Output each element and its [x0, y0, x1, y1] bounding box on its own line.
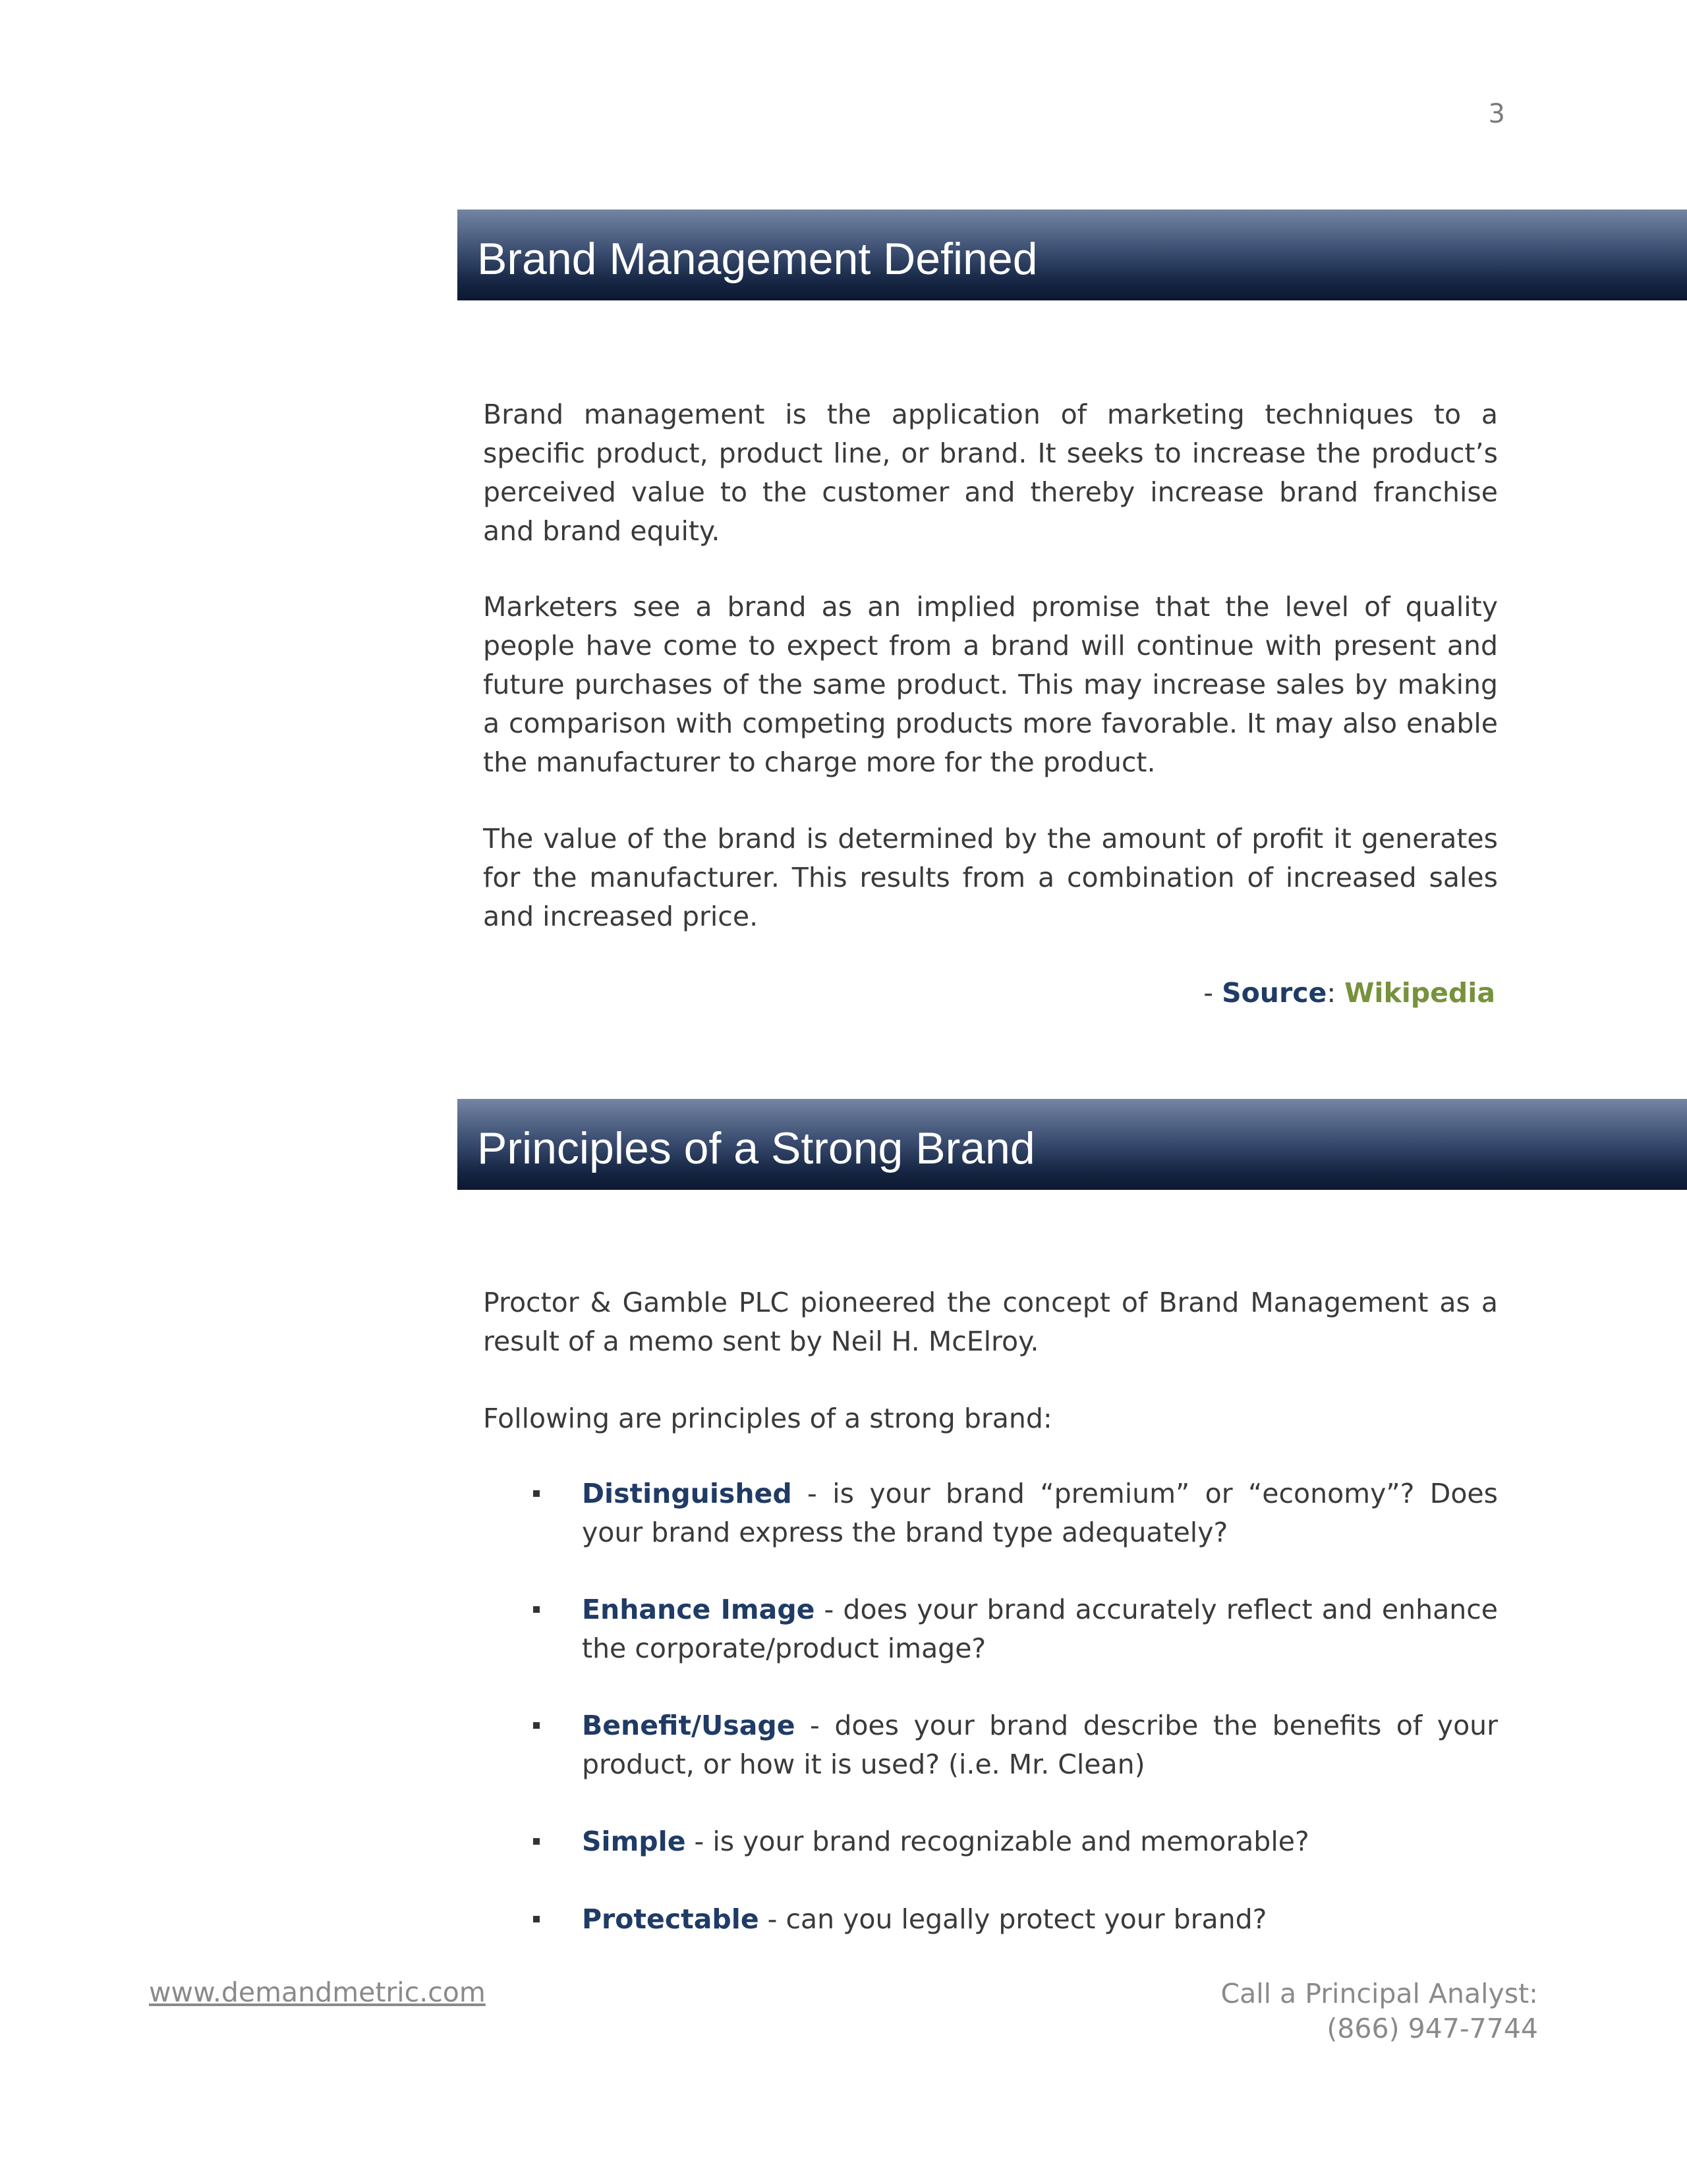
- bullet-square-icon: [533, 1606, 540, 1613]
- list-item-term: Enhance Image: [582, 1594, 815, 1625]
- source-prefix: -: [1203, 977, 1222, 1009]
- footer-website-link[interactable]: www.demandmetric.com: [149, 1976, 486, 2008]
- list-item-description: - does your brand describe the benefits of your product, or how it is used? (i.e. Mr. Clean): [582, 1710, 1498, 1780]
- list-item-text: [582, 1900, 1498, 1939]
- paragraph: The value of the brand is determined by the amount of profit it generates for the manufacturer. This results from a combination of increased sales and increased price.: [483, 823, 1498, 932]
- bullet-square-icon: [533, 1722, 540, 1729]
- bullet-square-icon: [533, 1916, 540, 1922]
- section-title: Brand Management Defined: [477, 234, 1038, 284]
- footer-contact: [1120, 1976, 1538, 2046]
- list-item-text: [582, 1590, 1498, 1668]
- list-item-description: - can you legally protect your brand?: [758, 1903, 1267, 1935]
- section-header-brand-management: [457, 210, 1687, 300]
- bullet-square-icon: [533, 1838, 540, 1845]
- paragraph: Marketers see a brand as an implied promise that the level of quality people have come to expect from a brand will continue with present and future purchases of the same product. This may increase sales by making a comparison with competing products more favorable. It may also enable the manufacturer to charge more for the product.: [483, 591, 1498, 778]
- list-item-description: - does your brand accurately reflect and enhance the corporate/product image?: [582, 1594, 1498, 1664]
- source-separator: :: [1327, 977, 1345, 1009]
- paragraph: Proctor & Gamble PLC pioneered the concept of Brand Management as a result of a memo sent by Neil H. McElroy.: [483, 1287, 1498, 1357]
- page-number: 3: [1488, 99, 1505, 129]
- section-title: Principles of a Strong Brand: [477, 1123, 1035, 1173]
- bullet-square-icon: [533, 1490, 540, 1497]
- list-item-term: Distinguished: [582, 1478, 792, 1509]
- source-label: Source: [1222, 977, 1327, 1009]
- list-item-text: [582, 1822, 1498, 1861]
- footer-contact-label: Call a Principal Analyst:: [1220, 1978, 1538, 2009]
- list-item-term: Benefit/Usage: [582, 1710, 795, 1741]
- section-header-principles: [457, 1099, 1687, 1190]
- list-item-term: Protectable: [582, 1903, 759, 1935]
- list-item-term: Simple: [582, 1826, 686, 1857]
- paragraph: Brand management is the application of marketing techniques to a specific product, product line, or brand. It seeks to increase the product’s perceived value to the customer and thereby increase brand franchise and brand equity.: [483, 399, 1498, 547]
- paragraph: Following are principles of a strong brand:: [483, 1403, 1052, 1434]
- list-item-description: - is your brand recognizable and memorable?: [685, 1826, 1309, 1857]
- footer-phone: (866) 947-7744: [1327, 2013, 1538, 2044]
- source-link-wikipedia[interactable]: Wikipedia: [1344, 977, 1495, 1009]
- source-citation: [483, 974, 1495, 1013]
- list-item-description: - is your brand “premium” or “economy”? Does your brand express the brand type adequately?: [582, 1478, 1498, 1548]
- list-item-text: [582, 1474, 1498, 1552]
- list-item-text: [582, 1706, 1498, 1784]
